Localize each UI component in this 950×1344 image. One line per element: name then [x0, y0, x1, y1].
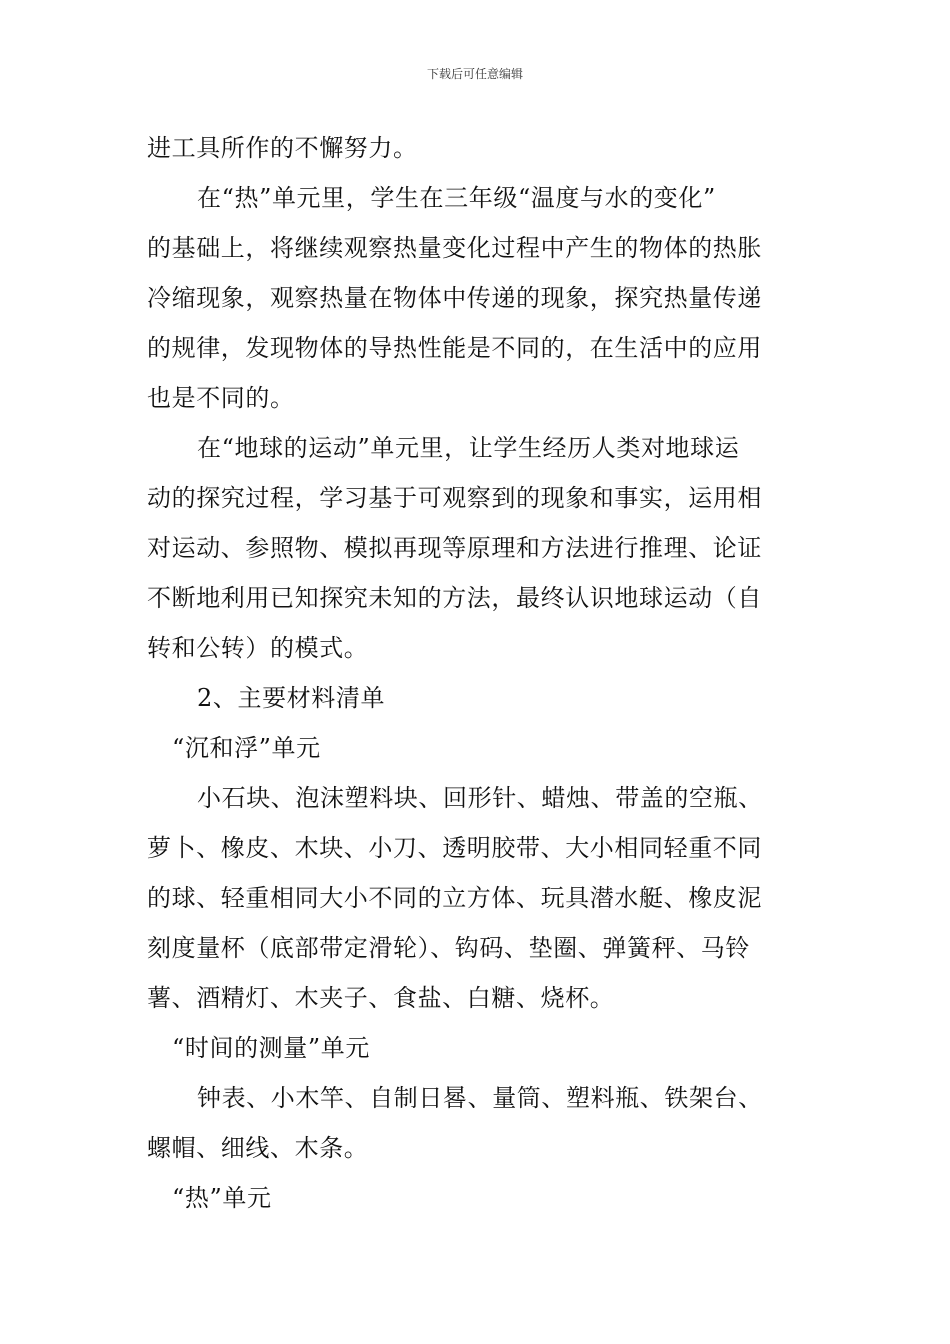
paragraph-line: 动的探究过程，学习基于可观察到的现象和事实，运用相 [147, 484, 762, 512]
paragraph-line: 萝卜、橡皮、木块、小刀、透明胶带、大小相同轻重不同 [147, 834, 762, 862]
paragraph-line: 不断地利用已知探究未知的方法，最终认识地球运动（自 [147, 584, 762, 612]
paragraph-line: 的规律，发现物体的导热性能是不同的，在生活中的应用 [147, 334, 762, 362]
paragraph-line: 转和公转）的模式。 [147, 634, 369, 662]
paragraph-line: 薯、酒精灯、木夹子、食盐、白糖、烧杯。 [147, 984, 615, 1012]
paragraph-line: 在“地球的运动”单元里，让学生经历人类对地球运 [197, 434, 740, 462]
paragraph-line: 钟表、小木竿、自制日晷、量筒、塑料瓶、铁架台、 [197, 1084, 763, 1112]
section-heading: 2、主要材料清单 [197, 684, 386, 712]
paragraph-line: 进工具所作的不懈努力。 [147, 134, 418, 162]
paragraph-line: 的球、轻重相同大小不同的立方体、玩具潜水艇、橡皮泥 [147, 884, 762, 912]
paragraph-line: 的基础上，将继续观察热量变化过程中产生的物体的热胀 [147, 234, 762, 262]
paragraph-line: 小石块、泡沫塑料块、回形针、蜡烛、带盖的空瓶、 [197, 784, 763, 812]
paragraph-line: 冷缩现象，观察热量在物体中传递的现象，探究热量传递 [147, 284, 762, 312]
unit-heading: “沉和浮”单元 [172, 734, 321, 762]
paragraph-line: 在“热”单元里，学生在三年级“温度与水的变化” [197, 184, 716, 212]
paragraph-line: 螺帽、细线、木条。 [147, 1134, 369, 1162]
unit-heading: “热”单元 [172, 1184, 272, 1212]
paragraph-line: 也是不同的。 [147, 384, 295, 412]
unit-heading: “时间的测量”单元 [172, 1034, 370, 1062]
paragraph-line: 对运动、参照物、模拟再现等原理和方法进行推理、论证 [147, 534, 762, 562]
page-header: 下载后可任意编辑 [426, 67, 523, 81]
paragraph-line: 刻度量杯（底部带定滑轮）、钩码、垫圈、弹簧秤、马铃 [147, 934, 750, 962]
